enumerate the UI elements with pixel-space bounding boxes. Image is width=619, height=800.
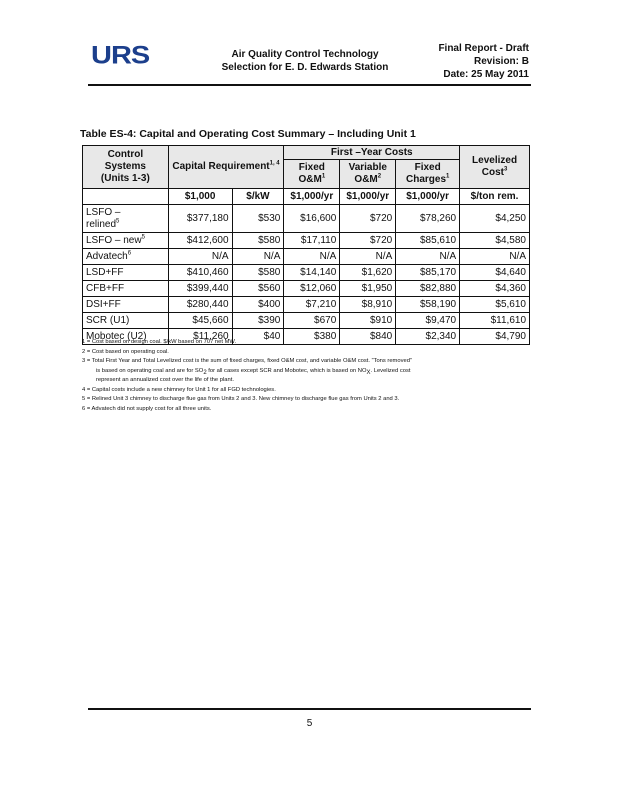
variable-om-cell: $1,950 [340,281,396,297]
col-header-capital-requirement: Capital Requirement$^{1, 4}$ [168,146,284,189]
report-subject-line2: Selection for E. D. Edwards Station [221,62,389,73]
fixed-om-cell: $14,140 [284,265,340,281]
capital-per-kw-cell: $40 [232,329,284,345]
fixed-charges-cell: $58,190 [396,297,460,313]
fixed-om-cell: $7,210 [284,297,340,313]
capital-per-kw-cell: $390 [232,313,284,329]
system-name: LSFO – new$^5$ [83,233,169,249]
system-name: Advatech$^6$ [83,249,169,265]
report-status-title: Final Report - Draft [438,43,529,54]
variable-om-cell: $8,910 [340,297,396,313]
col-header-levelized-cost: Levelized Cost$^3$ [460,146,530,189]
system-name: DSI+FF [83,297,169,313]
system-name: SCR (U1) [83,313,169,329]
fixed-charges-cell: $85,610 [396,233,460,249]
col-header-fixed-om: Fixed $O\&M^1$ [284,160,340,189]
system-name: Mobotec (U2) [83,329,169,345]
footnote-4: 4 = Capital costs include a new chimney for Unit 1 for all FGD technologies. [82,386,276,393]
col-header-fixed-charges: Fixed Charges$^1$ [396,160,460,189]
capital-per-kw-cell: $580 [232,265,284,281]
table-row [83,249,530,265]
capital-cost-cell: $410,460 [168,265,232,281]
levelized-cost-cell: $4,360 [460,281,530,297]
capital-cost-cell: N/A [168,249,232,265]
capital-cost-cell: $412,600 [168,233,232,249]
table-row [83,297,530,313]
capital-cost-cell: $399,440 [168,281,232,297]
capital-cost-cell: $280,440 [168,297,232,313]
table-row [83,233,530,249]
capital-per-kw-cell: $580 [232,233,284,249]
table-header-row [83,146,530,160]
variable-om-cell: $840 [340,329,396,345]
report-subject-line1: Air Quality Control Technology [231,49,379,60]
system-name: CFB+FF [83,281,169,297]
capital-cost-cell: $11,260 [168,329,232,345]
variable-om-cell: $720 [340,233,396,249]
col-header-variable-om: Variable $O\&M^2$ [340,160,396,189]
capital-cost-cell: $45,660 [168,313,232,329]
col-header-first-year-costs: First –Year Costs [284,146,460,160]
capital-per-kw-cell: $560 [232,281,284,297]
levelized-cost-cell: $11,610 [460,313,530,329]
table-row [83,313,530,329]
urs-logo: URS [91,42,150,70]
report-subject [200,48,410,74]
fixed-charges-cell: $2,340 [396,329,460,345]
capital-per-kw-cell: $400 [232,297,284,313]
footnote-5: 5 = Relined Unit 3 chimney to discharge flue gas from Units 2 and 3. New chimney to discharge flue gas from Units 2 and 3. [82,396,400,402]
header-rule [88,84,531,86]
table-row [83,205,530,233]
levelized-cost-cell: $5,610 [460,297,530,313]
fixed-om-cell: N/A [284,249,340,265]
page-number: 5 [306,718,313,729]
report-status [438,42,529,81]
fixed-om-cell: $12,060 [284,281,340,297]
table-row [83,265,530,281]
col-header-control-systems: Control Systems (Units 1-3) [83,146,169,189]
system-name: LSFO – relined$^5$ [83,205,169,233]
fixed-charges-cell: $82,880 [396,281,460,297]
fixed-charges-cell: $78,260 [396,205,460,233]
levelized-cost-cell: $4,250 [460,205,530,233]
units-cell-blank [83,189,169,205]
capital-cost-cell: $377,180 [168,205,232,233]
table-title: Table ES-4: Capital and Operating Cost Summary – Including Unit 1 [80,128,416,140]
levelized-cost-cell: $4,580 [460,233,530,249]
table-footnotes [82,338,532,414]
units-cell: $/kW [232,189,284,205]
fixed-om-cell: $670 [284,313,340,329]
levelized-cost-cell: $4,640 [460,265,530,281]
footnote-3: 3 = Total First Year and Total Levelized cost is the sum of fixed charges, fixed O&M cost, and variable O&M cost. “Tons removed” [82,358,412,364]
variable-om-cell: $910 [340,313,396,329]
variable-om-cell: $720 [340,205,396,233]
table-units-row [83,189,530,205]
fixed-om-cell: $17,110 [284,233,340,249]
variable-om-cell: $1,620 [340,265,396,281]
footer-rule [88,708,531,710]
units-cell: $/ton rem. [460,189,530,205]
cost-summary-table [82,145,530,345]
footnote-3-end: represent an annualized cost over the life of the plant. [96,377,234,383]
report-date: Date: 25 May 2011 [443,69,529,80]
fixed-om-cell: $16,600 [284,205,340,233]
report-revision: Revision: B [473,56,529,67]
fixed-charges-cell: $9,470 [396,313,460,329]
units-cell: $1,000/yr [284,189,340,205]
levelized-cost-cell: $4,790 [460,329,530,345]
capital-per-kw-cell: $530 [232,205,284,233]
footnote-1: 1 = Cost based on design coal. $/kW based on 707 net MW. [82,339,237,345]
footnote-2: 2 = Cost based on operating coal. [82,348,169,355]
footnote-3-continued: is based on operating coal and are for $SO_2$ for all cases except SCR and Mobotec, which is based on $NO_X$. Levelized cost [96,367,411,376]
fixed-om-cell: $380 [284,329,340,345]
units-cell: $1,000/yr [340,189,396,205]
capital-per-kw-cell: N/A [232,249,284,265]
levelized-cost-cell: N/A [460,249,530,265]
fixed-charges-cell: N/A [396,249,460,265]
variable-om-cell: N/A [340,249,396,265]
footnote-6: 6 = Advatech did not supply cost for all three units. [82,405,212,412]
system-name: LSD+FF [83,265,169,281]
table-row [83,281,530,297]
units-cell: $1,000/yr [396,189,460,205]
fixed-charges-cell: $85,170 [396,265,460,281]
units-cell: $1,000 [168,189,232,205]
